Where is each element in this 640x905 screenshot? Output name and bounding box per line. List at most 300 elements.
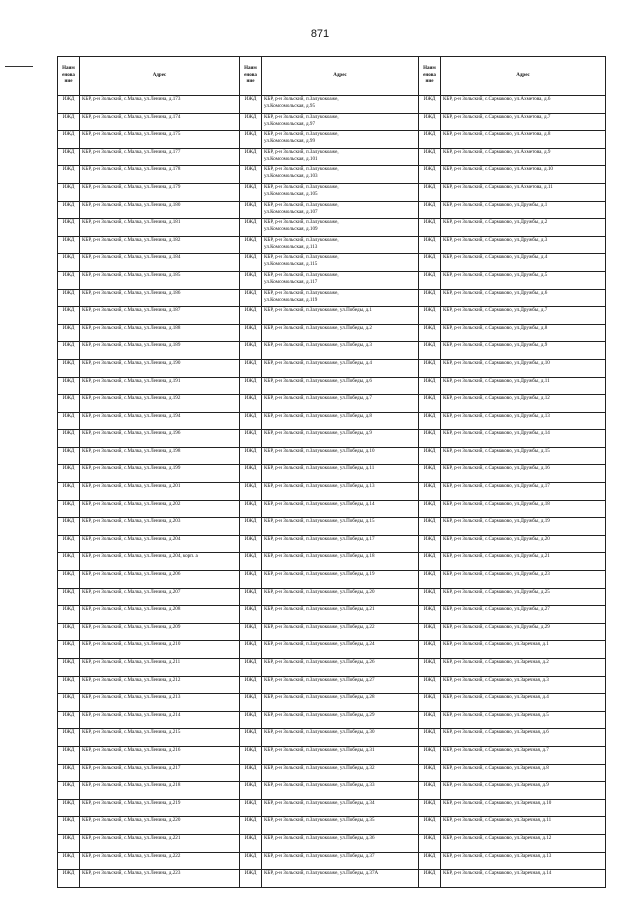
header-code-1: Наим енова ние: [58, 57, 80, 96]
address-cell: [80, 430, 240, 448]
address-line: КБР, р-н Зольский, п.Залукокоаже,: [264, 183, 339, 190]
address-line: КБР, р-н Зольский, п.Залукокоаже, ул.Победы, д.37А: [264, 870, 379, 877]
address-cell: [80, 641, 240, 659]
address-cell: [441, 201, 606, 219]
address-line: КБР, р-н Зольский, с.Малка, ул.Ленина, д.182: [82, 236, 181, 243]
object-type-cell: ИЖД: [58, 307, 80, 325]
address-line: КБР, р-н Зольский, п.Залукокоаже, ул.Победы, д.6: [264, 377, 372, 384]
address-cell: [441, 307, 606, 325]
address-line: КБР, р-н Зольский, п.Залукокоаже, ул.Победы, д.29: [264, 711, 375, 718]
address-cell: [441, 359, 606, 377]
object-type-cell: ИЖД: [58, 271, 80, 289]
address-line: КБР, р-н Зольский, п.Залукокоаже, ул.Победы, д.11: [264, 465, 375, 472]
object-type-cell: ИЖД: [58, 219, 80, 237]
address-line: КБР, р-н Зольский, с.Сармаково, ул.Ахметова, д.9: [443, 148, 551, 155]
table-row: [58, 571, 606, 589]
table-row: [58, 746, 606, 764]
table-row: [58, 588, 606, 606]
address-line: КБР, р-н Зольский, с.Сармаково, ул.Дружбы, д.1: [443, 201, 548, 208]
address-cell: [441, 236, 606, 254]
object-type-cell: ИЖД: [58, 641, 80, 659]
address-line: КБР, р-н Зольский, с.Малка, ул.Ленина, д.214: [82, 711, 181, 718]
object-type-cell: ИЖД: [240, 711, 262, 729]
address-line: КБР, р-н Зольский, с.Сармаково, ул.Дружбы, д.15: [443, 447, 550, 454]
address-cell: [80, 782, 240, 800]
address-cell: [80, 606, 240, 624]
address-cell: [262, 852, 419, 870]
address-line: КБР, р-н Зольский, п.Залукокоаже, ул.Победы, д.20: [264, 588, 375, 595]
address-line: КБР, р-н Зольский, с.Малка, ул.Ленина, д.223: [82, 870, 181, 877]
address-line: КБР, р-н Зольский, с.Сармаково, ул.Дружбы, д.9: [443, 342, 548, 349]
address-line: КБР, р-н Зольский, с.Малка, ул.Ленина, д.198: [82, 447, 181, 454]
object-type-cell: ИЖД: [419, 834, 441, 852]
address-cell: [262, 96, 419, 114]
address-cell: [80, 729, 240, 747]
address-line: КБР, р-н Зольский, п.Залукокоаже,: [264, 271, 339, 278]
object-type-cell: ИЖД: [240, 219, 262, 237]
object-type-cell: ИЖД: [58, 342, 80, 360]
object-type-cell: ИЖД: [58, 324, 80, 342]
address-line: КБР, р-н Зольский, с.Малка, ул.Ленина, д.175: [82, 131, 181, 138]
address-cell: [441, 553, 606, 571]
address-line: КБР, р-н Зольский, с.Малка, ул.Ленина, д.179: [82, 183, 181, 190]
address-cell: [441, 324, 606, 342]
address-cell: [262, 817, 419, 835]
object-type-cell: ИЖД: [58, 764, 80, 782]
address-line: КБР, р-н Зольский, с.Малка, ул.Ленина, д.219: [82, 799, 181, 806]
object-type-cell: ИЖД: [419, 219, 441, 237]
object-type-cell: ИЖД: [419, 359, 441, 377]
address-line: КБР, р-н Зольский, п.Залукокоаже,: [264, 236, 339, 243]
object-type-cell: ИЖД: [419, 342, 441, 360]
object-type-cell: ИЖД: [419, 236, 441, 254]
object-type-cell: ИЖД: [240, 588, 262, 606]
object-type-cell: ИЖД: [419, 395, 441, 413]
object-type-cell: ИЖД: [58, 746, 80, 764]
address-line: КБР, р-н Зольский, п.Залукокоаже, ул.Победы, д.19: [264, 571, 375, 578]
address-line: КБР, р-н Зольский, с.Сармаково, ул.Заречная, д.10: [443, 799, 552, 806]
address-line: КБР, р-н Зольский, с.Малка, ул.Ленина, д.211: [82, 659, 181, 665]
object-type-cell: ИЖД: [419, 289, 441, 307]
address-cell: [441, 412, 606, 430]
object-type-cell: ИЖД: [419, 641, 441, 659]
address-cell: [262, 430, 419, 448]
object-type-cell: ИЖД: [419, 148, 441, 166]
address-table-wrapper: [57, 56, 605, 888]
address-line: КБР, р-н Зольский, п.Залукокоаже, ул.Победы, д.35: [264, 817, 375, 824]
object-type-cell: ИЖД: [419, 201, 441, 219]
object-type-cell: ИЖД: [419, 518, 441, 536]
address-line: КБР, р-н Зольский, п.Залукокоаже, ул.Победы, д.2: [264, 324, 372, 331]
object-type-cell: ИЖД: [240, 307, 262, 325]
margin-rule: [5, 66, 33, 67]
address-line: КБР, р-н Зольский, с.Сармаково, ул.Дружбы, д.5: [443, 271, 548, 278]
object-type-cell: ИЖД: [419, 96, 441, 114]
address-line: КБР, р-н Зольский, с.Малка, ул.Ленина, д.189: [82, 342, 181, 349]
address-line: КБР, р-н Зольский, п.Залукокоаже, ул.Победы, д.33: [264, 782, 375, 789]
address-line: КБР, р-н Зольский, с.Сармаково, ул.Ахметова, д.8: [443, 131, 551, 138]
address-line: КБР, р-н Зольский, п.Залукокоаже,: [264, 289, 339, 296]
address-cell: [80, 535, 240, 553]
table-row: [58, 447, 606, 465]
address-cell: [80, 219, 240, 237]
object-type-cell: ИЖД: [240, 641, 262, 659]
address-line: КБР, р-н Зольский, с.Малка, ул.Ленина, д.215: [82, 729, 181, 736]
address-cell: [441, 606, 606, 624]
address-line: КБР, р-н Зольский, с.Сармаково, ул.Заречная, д.4: [443, 694, 549, 701]
header-address-3: Адрес: [441, 57, 606, 96]
address-cell: [262, 131, 419, 149]
address-line: КБР, р-н Зольский, с.Сармаково, ул.Заречная, д.11: [443, 817, 552, 824]
object-type-cell: ИЖД: [240, 483, 262, 501]
address-line: КБР, р-н Зольский, с.Малка, ул.Ленина, д.199: [82, 465, 181, 472]
address-line: КБР, р-н Зольский, п.Залукокоаже,: [264, 201, 339, 208]
address-line: КБР, р-н Зольский, с.Малка, ул.Ленина, д.221: [82, 834, 181, 841]
object-type-cell: ИЖД: [58, 518, 80, 536]
address-cell: [262, 676, 419, 694]
address-line: КБР, р-н Зольский, п.Залукокоаже, ул.Победы, д.36: [264, 834, 375, 841]
address-cell: [441, 659, 606, 677]
address-cell: [80, 96, 240, 114]
address-line: КБР, р-н Зольский, с.Малка, ул.Ленина, д.180: [82, 201, 181, 208]
address-line: КБР, р-н Зольский, с.Сармаково, ул.Дружбы, д.12: [443, 395, 550, 402]
table-row: [58, 342, 606, 360]
address-line: КБР, р-н Зольский, с.Малка, ул.Ленина, д.173: [82, 96, 181, 102]
object-type-cell: ИЖД: [419, 764, 441, 782]
table-row: [58, 834, 606, 852]
address-cell: [262, 219, 419, 237]
address-cell: [80, 395, 240, 413]
object-type-cell: ИЖД: [58, 201, 80, 219]
address-line: КБР, р-н Зольский, с.Малка, ул.Ленина, д.201: [82, 483, 181, 490]
address-line: КБР, р-н Зольский, с.Малка, ул.Ленина, д.212: [82, 676, 181, 683]
address-cell: [441, 641, 606, 659]
object-type-cell: ИЖД: [58, 113, 80, 131]
object-type-cell: ИЖД: [58, 799, 80, 817]
address-cell: [262, 395, 419, 413]
address-line: КБР, р-н Зольский, п.Залукокоаже, ул.Победы, д.18: [264, 553, 375, 560]
object-type-cell: ИЖД: [419, 799, 441, 817]
address-cell: [80, 254, 240, 272]
object-type-cell: ИЖД: [58, 377, 80, 395]
address-cell: [80, 834, 240, 852]
address-cell: [441, 166, 606, 184]
address-cell: [80, 694, 240, 712]
address-cell: [262, 553, 419, 571]
address-cell: [262, 500, 419, 518]
address-line: КБР, р-н Зольский, п.Залукокоаже, ул.Победы, д.30: [264, 729, 375, 736]
table-row: [58, 606, 606, 624]
address-line: КБР, р-н Зольский, с.Малка, ул.Ленина, д.191: [82, 377, 181, 384]
table-row: [58, 254, 606, 272]
address-cell: [441, 131, 606, 149]
header-address-1: Адрес: [80, 57, 240, 96]
address-line-2: ул.Комсомольская, д.97: [264, 120, 316, 127]
object-type-cell: ИЖД: [58, 483, 80, 501]
object-type-cell: ИЖД: [240, 817, 262, 835]
address-line: КБР, р-н Зольский, п.Залукокоаже, ул.Победы, д.10: [264, 447, 375, 454]
address-cell: [80, 412, 240, 430]
object-type-cell: ИЖД: [240, 465, 262, 483]
address-line: КБР, р-н Зольский, с.Сармаково, ул.Ахметова, д.7: [443, 113, 551, 120]
table-row: [58, 183, 606, 201]
address-line: КБР, р-н Зольский, с.Сармаково, ул.Заречная, д.14: [443, 870, 552, 877]
address-cell: [80, 571, 240, 589]
address-line: КБР, р-н Зольский, с.Сармаково, ул.Дружбы, д.2: [443, 219, 548, 226]
address-cell: [80, 852, 240, 870]
object-type-cell: ИЖД: [240, 166, 262, 184]
object-type-cell: ИЖД: [419, 553, 441, 571]
address-cell: [80, 236, 240, 254]
address-line: КБР, р-н Зольский, п.Залукокоаже,: [264, 166, 339, 173]
object-type-cell: ИЖД: [419, 659, 441, 677]
address-line: КБР, р-н Зольский, п.Залукокоаже, ул.Победы, д.9: [264, 430, 372, 437]
object-type-cell: ИЖД: [58, 395, 80, 413]
table-row: [58, 359, 606, 377]
address-line: КБР, р-н Зольский, с.Сармаково, ул.Дружбы, д.8: [443, 324, 548, 331]
address-line: КБР, р-н Зольский, с.Малка, ул.Ленина, д.220: [82, 817, 181, 824]
address-cell: [262, 641, 419, 659]
object-type-cell: ИЖД: [419, 113, 441, 131]
address-cell: [80, 659, 240, 677]
address-cell: [80, 500, 240, 518]
address-line: КБР, р-н Зольский, с.Малка, ул.Ленина, д.218: [82, 782, 181, 789]
table-row: [58, 535, 606, 553]
address-cell: [262, 148, 419, 166]
address-cell: [262, 166, 419, 184]
address-cell: [262, 236, 419, 254]
address-line: КБР, р-н Зольский, с.Малка, ул.Ленина, д.192: [82, 395, 181, 402]
address-cell: [441, 676, 606, 694]
object-type-cell: ИЖД: [240, 183, 262, 201]
table-row: [58, 236, 606, 254]
address-cell: [441, 271, 606, 289]
object-type-cell: ИЖД: [58, 412, 80, 430]
object-type-cell: ИЖД: [240, 271, 262, 289]
object-type-cell: ИЖД: [240, 676, 262, 694]
address-line: КБР, р-н Зольский, п.Залукокоаже, ул.Победы, д.4: [264, 359, 372, 366]
address-cell: [262, 571, 419, 589]
object-type-cell: ИЖД: [240, 324, 262, 342]
address-cell: [80, 131, 240, 149]
address-line: КБР, р-н Зольский, п.Залукокоаже, ул.Победы, д.1: [264, 307, 372, 314]
address-cell: [441, 764, 606, 782]
address-cell: [441, 746, 606, 764]
address-cell: [441, 219, 606, 237]
address-line: КБР, р-н Зольский, п.Залукокоаже,: [264, 113, 339, 120]
address-cell: [441, 870, 606, 888]
table-row: [58, 729, 606, 747]
header-address-2: Адрес: [262, 57, 419, 96]
object-type-cell: ИЖД: [240, 834, 262, 852]
address-line: КБР, р-н Зольский, с.Сармаково, ул.Заречная, д.13: [443, 852, 552, 859]
address-line: КБР, р-н Зольский, с.Малка, ул.Ленина, д.184: [82, 254, 181, 261]
address-line: КБР, р-н Зольский, п.Залукокоаже,: [264, 96, 339, 102]
address-cell: [80, 342, 240, 360]
object-type-cell: ИЖД: [419, 131, 441, 149]
address-cell: [441, 447, 606, 465]
address-line: КБР, р-н Зольский, п.Залукокоаже, ул.Победы, д.21: [264, 606, 375, 613]
table-row: [58, 113, 606, 131]
object-type-cell: ИЖД: [240, 852, 262, 870]
object-type-cell: ИЖД: [240, 430, 262, 448]
address-cell: [80, 447, 240, 465]
address-line: КБР, р-н Зольский, п.Залукокоаже, ул.Победы, д.22: [264, 623, 375, 630]
address-cell: [262, 606, 419, 624]
object-type-cell: ИЖД: [58, 659, 80, 677]
object-type-cell: ИЖД: [240, 113, 262, 131]
object-type-cell: ИЖД: [58, 852, 80, 870]
address-line-2: ул.Комсомольская, д.119: [264, 296, 318, 303]
table-row: [58, 148, 606, 166]
address-cell: [80, 465, 240, 483]
address-cell: [262, 799, 419, 817]
address-line: КБР, р-н Зольский, с.Малка, ул.Ленина, д.202: [82, 500, 181, 507]
address-cell: [80, 324, 240, 342]
table-row: [58, 870, 606, 888]
address-line: КБР, р-н Зольский, с.Сармаково, ул.Заречная, д.2: [443, 659, 549, 665]
object-type-cell: ИЖД: [240, 870, 262, 888]
table-row: [58, 307, 606, 325]
address-cell: [441, 782, 606, 800]
table-row: [58, 412, 606, 430]
address-cell: [262, 764, 419, 782]
object-type-cell: ИЖД: [419, 606, 441, 624]
table-row: [58, 817, 606, 835]
address-cell: [262, 659, 419, 677]
address-line-2: ул.Комсомольская, д.105: [264, 190, 318, 197]
object-type-cell: ИЖД: [58, 465, 80, 483]
address-line-2: ул.Комсомольская, д.101: [264, 155, 318, 162]
header-code-2: Наим енова ние: [240, 57, 262, 96]
object-type-cell: ИЖД: [58, 623, 80, 641]
address-cell: [80, 870, 240, 888]
address-cell: [262, 271, 419, 289]
object-type-cell: ИЖД: [240, 201, 262, 219]
address-cell: [441, 694, 606, 712]
address-line: КБР, р-н Зольский, с.Сармаково, ул.Дружбы, д.19: [443, 518, 550, 525]
object-type-cell: ИЖД: [58, 447, 80, 465]
address-line-2: ул.Комсомольская, д.113: [264, 243, 318, 250]
object-type-cell: ИЖД: [240, 447, 262, 465]
address-line: КБР, р-н Зольский, п.Залукокоаже, ул.Победы, д.7: [264, 395, 372, 402]
table-row: [58, 271, 606, 289]
table-row: [58, 676, 606, 694]
object-type-cell: ИЖД: [240, 359, 262, 377]
address-cell: [262, 588, 419, 606]
address-cell: [80, 148, 240, 166]
address-line: КБР, р-н Зольский, с.Малка, ул.Ленина, д.185: [82, 271, 181, 278]
address-cell: [80, 799, 240, 817]
address-cell: [441, 711, 606, 729]
address-cell: [441, 535, 606, 553]
object-type-cell: ИЖД: [419, 676, 441, 694]
object-type-cell: ИЖД: [58, 782, 80, 800]
address-line: КБР, р-н Зольский, п.Залукокоаже, ул.Победы, д.34: [264, 799, 375, 806]
address-line: КБР, р-н Зольский, с.Малка, ул.Ленина, д.208: [82, 606, 181, 613]
address-line: КБР, р-н Зольский, с.Сармаково, ул.Дружбы, д.20: [443, 535, 550, 542]
object-type-cell: ИЖД: [419, 623, 441, 641]
address-line: КБР, р-н Зольский, с.Сармаково, ул.Дружбы, д.21: [443, 553, 550, 560]
object-type-cell: ИЖД: [58, 870, 80, 888]
object-type-cell: ИЖД: [240, 623, 262, 641]
address-line: КБР, р-н Зольский, с.Сармаково, ул.Дружбы, д.7: [443, 307, 548, 314]
table-row: [58, 852, 606, 870]
address-cell: [80, 518, 240, 536]
table-row: [58, 324, 606, 342]
object-type-cell: ИЖД: [240, 236, 262, 254]
object-type-cell: ИЖД: [419, 307, 441, 325]
address-line: КБР, р-н Зольский, с.Малка, ул.Ленина, д.190: [82, 359, 181, 366]
address-cell: [262, 447, 419, 465]
address-table: [57, 56, 606, 888]
address-line-2: ул.Комсомольская, д.107: [264, 208, 318, 215]
address-cell: [441, 289, 606, 307]
address-line: КБР, р-н Зольский, с.Малка, ул.Ленина, д.209: [82, 623, 181, 630]
object-type-cell: ИЖД: [240, 395, 262, 413]
address-line: КБР, р-н Зольский, с.Сармаково, ул.Дружбы, д.11: [443, 377, 550, 384]
object-type-cell: ИЖД: [240, 729, 262, 747]
address-cell: [262, 465, 419, 483]
address-line-2: ул.Комсомольская, д.115: [264, 261, 318, 268]
object-type-cell: ИЖД: [58, 236, 80, 254]
address-cell: [441, 395, 606, 413]
address-cell: [80, 201, 240, 219]
address-line: КБР, р-н Зольский, п.Залукокоаже, ул.Победы, д.24: [264, 641, 375, 648]
address-cell: [262, 377, 419, 395]
address-line: КБР, р-н Зольский, п.Залукокоаже, ул.Победы, д.32: [264, 764, 375, 771]
address-line: КБР, р-н Зольский, с.Малка, ул.Ленина, д.206: [82, 571, 181, 578]
object-type-cell: ИЖД: [419, 324, 441, 342]
address-line: КБР, р-н Зольский, с.Сармаково, ул.Дружбы, д.27: [443, 606, 550, 613]
address-cell: [441, 430, 606, 448]
address-line: КБР, р-н Зольский, с.Сармаково, ул.Заречная, д.8: [443, 764, 549, 771]
address-line: КБР, р-н Зольский, с.Малка, ул.Ленина, д.210: [82, 641, 181, 648]
object-type-cell: ИЖД: [58, 571, 80, 589]
address-line: КБР, р-н Зольский, с.Малка, ул.Ленина, д.181: [82, 219, 181, 226]
table-row: [58, 219, 606, 237]
address-cell: [441, 254, 606, 272]
address-cell: [262, 694, 419, 712]
object-type-cell: ИЖД: [240, 606, 262, 624]
object-type-cell: ИЖД: [240, 799, 262, 817]
table-row: [58, 764, 606, 782]
address-cell: [441, 500, 606, 518]
address-line: КБР, р-н Зольский, с.Малка, ул.Ленина, д.222: [82, 852, 181, 859]
object-type-cell: ИЖД: [240, 342, 262, 360]
object-type-cell: ИЖД: [58, 96, 80, 114]
object-type-cell: ИЖД: [419, 870, 441, 888]
address-cell: [80, 764, 240, 782]
object-type-cell: ИЖД: [419, 412, 441, 430]
address-cell: [80, 676, 240, 694]
object-type-cell: ИЖД: [58, 711, 80, 729]
object-type-cell: ИЖД: [58, 254, 80, 272]
object-type-cell: ИЖД: [419, 852, 441, 870]
address-line: КБР, р-н Зольский, п.Залукокоаже,: [264, 148, 339, 155]
object-type-cell: ИЖД: [240, 782, 262, 800]
address-cell: [441, 571, 606, 589]
object-type-cell: ИЖД: [419, 166, 441, 184]
table-row: [58, 166, 606, 184]
address-cell: [262, 324, 419, 342]
object-type-cell: ИЖД: [240, 518, 262, 536]
object-type-cell: ИЖД: [419, 377, 441, 395]
object-type-cell: ИЖД: [58, 289, 80, 307]
object-type-cell: ИЖД: [240, 254, 262, 272]
object-type-cell: ИЖД: [419, 500, 441, 518]
object-type-cell: ИЖД: [419, 746, 441, 764]
